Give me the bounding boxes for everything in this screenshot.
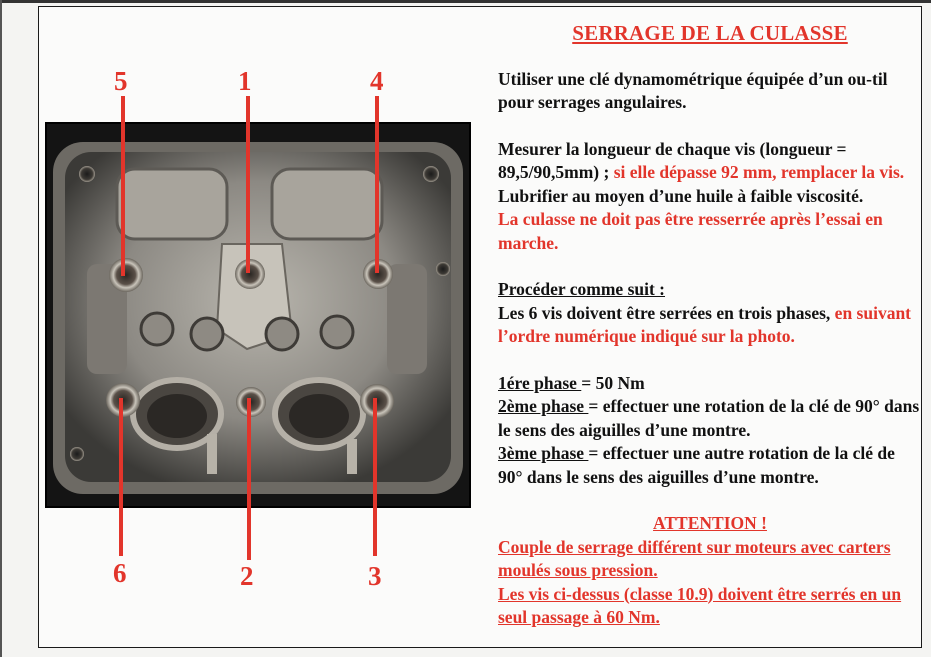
phase-2-label: 2ème phase xyxy=(498,396,589,416)
arrow-bolt-6 xyxy=(119,398,123,556)
bolt-number-1: 1 xyxy=(238,66,252,96)
bolt-hole-6 xyxy=(106,383,140,417)
procedure-text: Les 6 vis doivent être serrées en trois phases, xyxy=(498,302,831,323)
phase-1-label: 1ére phase xyxy=(498,372,582,393)
arrow-bolt-1 xyxy=(246,96,250,273)
left-edge-line xyxy=(0,0,2,657)
page-title: SERRAGE DE LA CULASSE xyxy=(572,21,848,45)
measure-text: Mesurer la longueur de chaque vis (longueur = 89,5/90,5mm) ; xyxy=(498,138,847,182)
arrow-bolt-3 xyxy=(373,398,377,556)
bolt-hole-5 xyxy=(109,258,143,292)
phase-2 xyxy=(498,395,922,442)
bolt-hole-3 xyxy=(360,384,394,418)
arrow-bolt-5 xyxy=(121,96,125,276)
phase-3-label: 3ème phase xyxy=(498,443,589,463)
procedure-heading: Procéder comme suit : xyxy=(498,279,666,299)
phase-3-text: = effectuer une autre rotation de la clé de 90° dans le sens des aiguilles d’une montre. xyxy=(498,443,895,487)
phase-1-text: = 50 Nm xyxy=(581,372,645,393)
bolt-hole-1 xyxy=(235,259,265,289)
phase-1 xyxy=(498,372,922,396)
attention-title: ATTENTION ! xyxy=(653,513,767,533)
procedure-order-note: en suivant l’ordre numérique indiqué sur la photo. xyxy=(498,302,912,346)
measure-warning: si elle dépasse 92 mm, remplacer la vis. xyxy=(609,162,905,182)
measure-paragraph xyxy=(498,138,922,185)
phase-3 xyxy=(498,442,922,489)
bolt-number-5: 5 xyxy=(114,66,128,96)
bolt-hole-2 xyxy=(236,387,266,417)
bolt-number-4: 4 xyxy=(370,66,384,96)
bolt-number-6: 6 xyxy=(113,558,127,588)
phase-2-text: = effectuer une rotation de la clé de 90° dans le sens des aiguilles d’une montre. xyxy=(498,396,920,440)
instructions-text xyxy=(498,22,922,630)
tool-paragraph: Utiliser une clé dynamométrique équipée d’un ou-til pour serrages angulaires. xyxy=(498,68,888,112)
arrow-bolt-4 xyxy=(375,96,379,273)
no-retighten-warning: La culasse ne doit pas être resserrée après l’essai en marche. xyxy=(498,209,883,253)
cylinder-head-illustration xyxy=(47,124,469,506)
lubricate-paragraph: Lubrifier au moyen d’une huile à faible viscosité. xyxy=(498,185,864,206)
cylinder-head-photo xyxy=(45,122,471,508)
procedure-paragraph xyxy=(498,302,922,349)
top-border-line xyxy=(0,0,931,3)
arrow-bolt-2 xyxy=(247,398,251,560)
attention-line-2: Les vis ci-dessus (classe 10.9) doivent être serrés en un seul passage à 60 Nm. xyxy=(498,583,902,627)
bolt-number-2: 2 xyxy=(240,561,254,591)
bolt-number-3: 3 xyxy=(368,561,382,591)
attention-line-1: Couple de serrage différent sur moteurs avec carters moulés sous pression. xyxy=(498,536,891,580)
